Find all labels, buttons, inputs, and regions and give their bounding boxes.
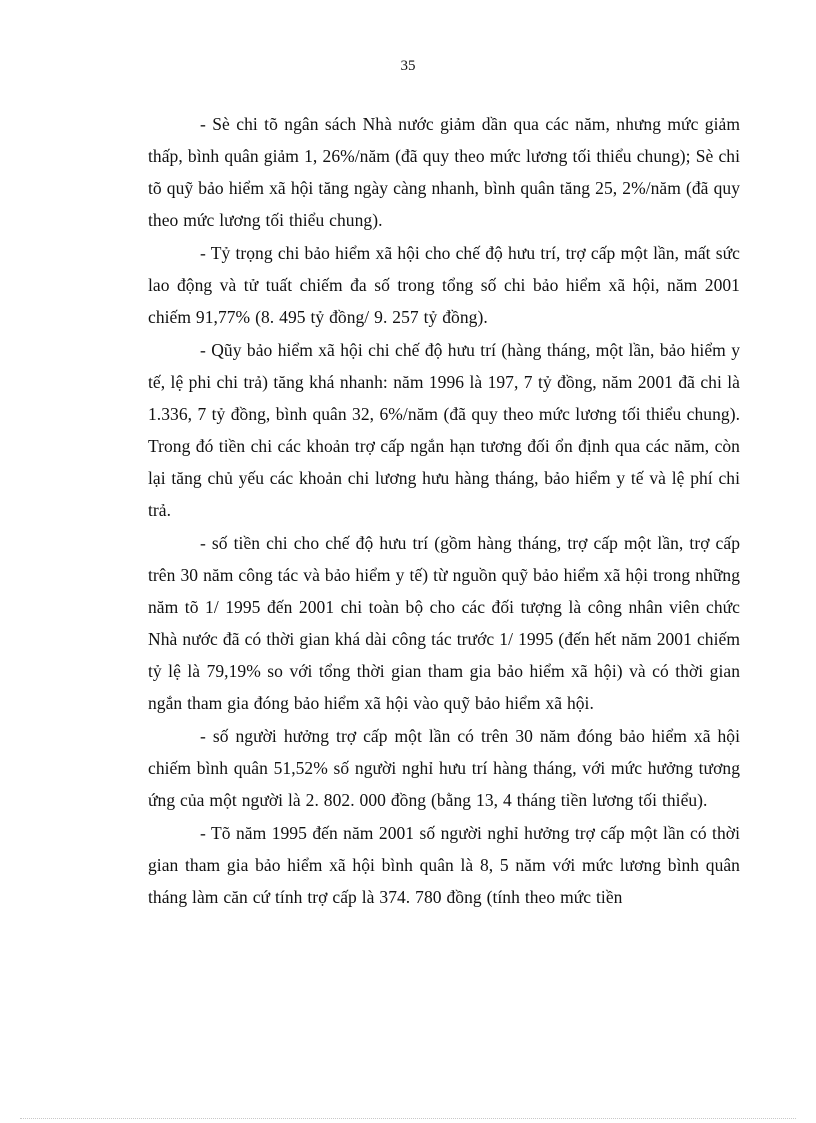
page-bottom-divider bbox=[20, 1118, 796, 1119]
paragraph-pension-payments: - số tiền chi cho chế độ hưu trí (gồm hàng tháng, trợ cấp một lần, trợ cấp trên 30 năm công tác và bảo hiểm y tế) từ nguồn quỹ bảo hiểm xã hội trong những năm tõ 1/ 1995 đến 2001 chi toàn bộ cho các đối tượng là công nhân viên chức Nhà nước đã có thời gian khá dài công tác trước 1/ 1995 (đến hết năm 2001 chiếm tỷ lệ là 79,19% so với tổng thời gian tham gia bảo hiểm xã hội) và có thời gian ngắn tham gia đóng bảo hiểm xã hội vào quỹ bảo hiểm xã hội. bbox=[148, 533, 740, 713]
paragraph-contribution-period: - Tõ năm 1995 đến năm 2001 số người nghỉ hưởng trợ cấp một lần có thời gian tham gia bảo hiểm xã hội bình quân là 8, 5 năm với mức lương bình quân tháng làm căn cứ tính trợ cấp là 374. 780 đồng (tính theo mức tiền bbox=[148, 823, 740, 907]
page-number: 35 bbox=[400, 58, 416, 74]
paragraph-pension-fund: - Qũy bảo hiểm xã hội chi chế độ hưu trí (hàng tháng, một lần, bảo hiểm y tế, lệ phi chi trả) tăng khá nhanh: năm 1996 là 197, 7 tỷ đồng, năm 2001 đã chi là 1.336, 7 tỷ đồng, bình quân 32, 6%/năm (đã quy theo mức lương tối thiểu chung). Trong đó tiền chi các khoản trợ cấp ngắn hạn tương đối ổn định qua các năm, còn lại tăng chủ yếu các khoản chi lương hưu hàng tháng, bảo hiểm y tế và lệ phí chi trả. bbox=[148, 340, 740, 520]
paragraph-lump-sum-recipients: - số người hưởng trợ cấp một lần có trên 30 năm đóng bảo hiểm xã hội chiếm bình quân 51,52% số người nghỉ hưu trí hàng tháng, với mức hưởng tương ứng của một người là 2. 802. 000 đồng (bằng 13, 4 tháng tiền lương tối thiểu). bbox=[148, 726, 740, 810]
paragraph-expenditure-share: - Tỷ trọng chi bảo hiểm xã hội cho chế độ hưu trí, trợ cấp một lần, mất sức lao động và tử tuất chiếm đa số trong tổng số chi bảo hiểm xã hội, năm 2001 chiếm 91,77% (8. 495 tỷ đồng/ 9. 257 tỷ đồng). bbox=[148, 243, 740, 327]
body-text bbox=[148, 108, 740, 914]
paragraph-state-budget: - Sè chi tõ ngân sách Nhà nước giảm dần qua các năm, nhưng mức giảm thấp, bình quân giảm 1, 26%/năm (đã quy theo mức lương tối thiểu chung); Sè chi tõ quỹ bảo hiểm xã hội tăng ngày càng nhanh, bình quân tăng 25, 2%/năm (đã quy theo mức lương tối thiểu chung). bbox=[148, 114, 740, 230]
